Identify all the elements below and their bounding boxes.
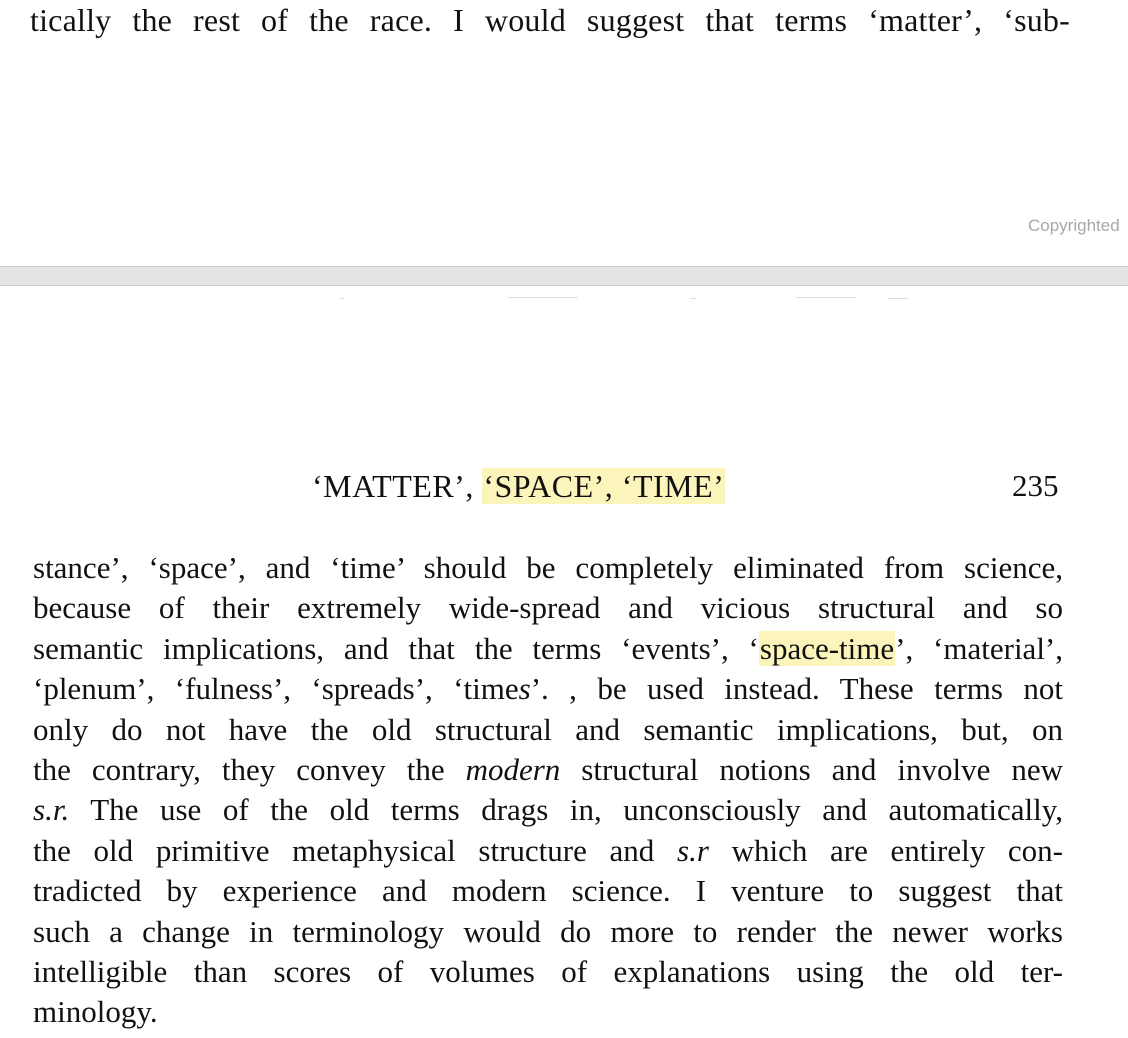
text-line-3-start: semantic implications, and that the terms ‘events’, ‘ xyxy=(33,630,759,666)
highlighted-term[interactable]: space-time xyxy=(759,630,895,666)
text-line-6 xyxy=(33,750,1063,790)
body-paragraph xyxy=(33,548,1063,1033)
chapter-title xyxy=(312,466,725,506)
text-line-4-start: ‘plenum’, ‘fulness’, ‘spreads’, ‘time xyxy=(33,671,519,707)
text-line-8-start: the old primitive metaphysical structure and xyxy=(33,832,677,868)
previous-page xyxy=(0,0,1128,266)
copyright-notice: Copyrighted xyxy=(1028,216,1120,235)
text-line-6-end: structural notions and involve new xyxy=(560,751,1063,787)
text-line-7 xyxy=(33,790,1063,830)
italic-modern: modern xyxy=(465,751,561,787)
text-line-10: such a change in terminology would do more to render the newer works xyxy=(33,913,1063,949)
italic-sr: s.r. xyxy=(33,792,70,828)
chapter-title-highlight[interactable]: ‘SPACE’, ‘TIME’ xyxy=(483,468,725,504)
text-line-3 xyxy=(33,629,1063,669)
text-line-3-end: ’, ‘material’, xyxy=(895,630,1064,666)
text-line-9: tradicted by experience and modern science. I venture to suggest that xyxy=(33,873,1063,909)
text-line-8-end: which are entirely con- xyxy=(708,832,1063,868)
previous-page-last-line: tically the rest of the race. I would suggest that terms ‘matter’, ‘sub- xyxy=(30,2,1070,38)
page-separator xyxy=(0,266,1128,286)
running-head xyxy=(0,466,1128,506)
text-line-5: only do not have the old structural and semantic implications, but, on xyxy=(33,711,1063,747)
text-line-6-start: the contrary, they convey the xyxy=(33,751,466,787)
text-line-4 xyxy=(33,669,1063,709)
text-line-1: stance’, ‘space’, and ‘time’ should be completely eliminated from science, xyxy=(33,550,1063,585)
current-page xyxy=(0,286,1128,1038)
text-line-8 xyxy=(33,831,1063,871)
italic-sr-2: s.r xyxy=(677,832,709,868)
text-line-4-end: ’. , be used instead. These terms not xyxy=(530,671,1063,707)
text-line-7-end: The use of the old terms drags in, unconsciously and automatically, xyxy=(69,792,1063,828)
italic-plural-s: s xyxy=(518,671,531,707)
page-number: 235 xyxy=(1012,468,1059,503)
chapter-title-prefix: ‘MATTER’, xyxy=(312,468,483,504)
text-line-2: because of their extremely wide-spread and vicious structural and so xyxy=(33,590,1063,626)
text-line-12: minology. xyxy=(33,994,158,1030)
text-line-11: intelligible than scores of volumes of explanations using the old ter- xyxy=(33,953,1063,989)
